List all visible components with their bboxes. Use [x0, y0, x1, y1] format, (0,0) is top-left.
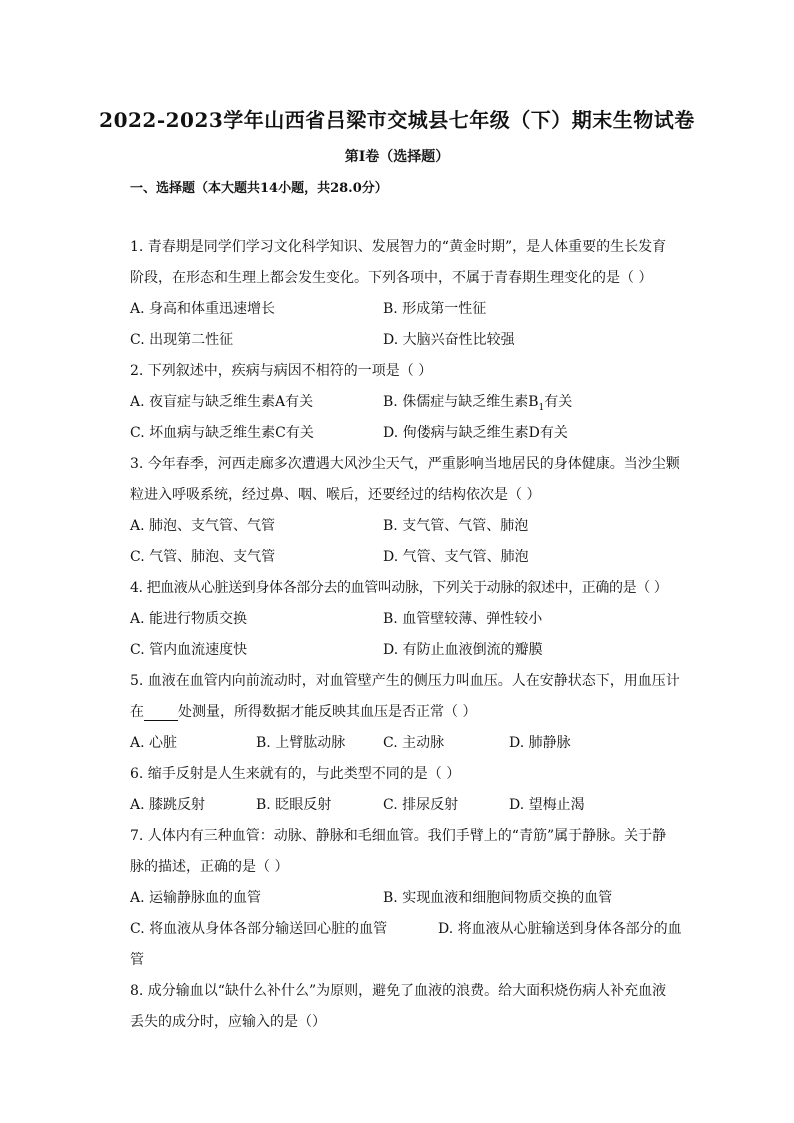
question-2-option-a: A. 夜盲症与缺乏维生素A有关 — [130, 394, 314, 410]
question-2-option-b — [383, 391, 572, 413]
question-3-option-a: A. 肺泡、支气管、气管 — [130, 518, 276, 534]
question-1-line-1: 1. 青春期是同学们学习文化科学知识、发展智力的“黄金时期”，是人体重要的生长发育 — [130, 239, 667, 255]
question-5-line-2-prefix: 在 — [130, 704, 144, 720]
question-6-option-d: D. 望梅止渴 — [509, 797, 585, 813]
question-5-option-a: A. 心脏 — [130, 735, 178, 751]
question-8-line-2: 丢失的成分时，应输入的是（） — [130, 1014, 326, 1030]
question-2-line-1: 2. 下列叙述中，疾病与病因不相符的一项是（ ） — [130, 363, 433, 379]
question-5-line-1: 5. 血液在血管内向前流动时，对血管壁产生的侧压力叫血压。人在安静状态下，用血压计 — [130, 673, 680, 689]
section-heading: 一、选择题（本大题共14小题，共28.0分） — [130, 181, 388, 196]
question-6-option-a: A. 膝跳反射 — [130, 797, 206, 813]
question-1-line-2: 阶段，在形态和生理上都会发生变化。下列各项中，不属于青春期生理变化的是（ ） — [130, 270, 653, 286]
question-7-option-b: B. 实现血液和细胞间物质交换的血管 — [383, 890, 613, 906]
question-4-option-a: A. 能进行物质交换 — [130, 611, 248, 627]
question-2-option-d: D. 佝偻病与缺乏维生素D有关 — [383, 425, 568, 441]
question-7-line-2: 脉的描述，正确的是（ ） — [130, 859, 289, 875]
question-4-line-1: 4. 把血液从心脏送到身体各部分去的血管叫动脉，下列关于动脉的叙述中，正确的是（ ） — [130, 580, 668, 596]
question-6-line-1: 6. 缩手反射是人生来就有的，与此类型不同的是（ ） — [130, 766, 461, 782]
question-1-option-c: C. 出现第二性征 — [130, 332, 234, 348]
part-heading: 第Ⅰ卷（选择题） — [344, 149, 450, 165]
question-3-line-2: 粒进入呼吸系统，经过鼻、咽、喉后，还要经过的结构依次是（ ） — [130, 487, 541, 503]
question-5-line-2-suffix: 处测量，所得数据才能反映其血压是否正常（ ） — [178, 704, 477, 720]
question-6-option-b: B. 眨眼反射 — [256, 797, 332, 813]
question-2-option-c: C. 坏血病与缺乏维生素C有关 — [130, 425, 314, 441]
question-3-line-1: 3. 今年春季，河西走廊多次遭遇大风沙尘天气，严重影响当地居民的身体健康。当沙尘颗 — [130, 456, 680, 472]
question-5-option-b: B. 上臂肱动脉 — [256, 735, 346, 751]
question-1-option-a: A. 身高和体重迅速增长 — [130, 301, 276, 317]
question-5-option-d: D. 肺静脉 — [509, 735, 571, 751]
question-7-option-c: C. 将血液从身体各部分输送回心脏的血管 — [130, 921, 388, 937]
question-7-option-d-continued: 管 — [130, 952, 144, 968]
question-5-option-c: C. 主动脉 — [383, 735, 445, 751]
exam-title: 2022-2023学年山西省吕梁市交城县七年级（下）期末生物试卷 — [99, 108, 695, 132]
question-3-option-d: D. 气管、支气管、肺泡 — [383, 549, 529, 565]
question-7-option-a: A. 运输静脉血的血管 — [130, 890, 262, 906]
question-1-option-d: D. 大脑兴奋性比较强 — [383, 332, 515, 348]
question-7-option-d: D. 将血液从心脏输送到身体各部分的血 — [438, 921, 682, 937]
question-8-line-1: 8. 成分输血以“缺什么补什么”为原则，避免了血液的浪费。给大面积烧伤病人补充血液 — [130, 983, 667, 999]
answer-blank — [144, 706, 178, 721]
question-5-line-2 — [130, 701, 476, 721]
question-6-option-c: C. 排尿反射 — [383, 797, 459, 813]
question-2-option-b-text: B. 侏儒症与缺乏维生素B — [383, 394, 539, 410]
question-4-option-d: D. 有防止血液倒流的瓣膜 — [383, 642, 543, 658]
question-7-line-1: 7. 人体内有三种血管：动脉、静脉和毛细血管。我们手臂上的“青筋”属于静脉。关于静 — [130, 828, 667, 844]
question-2-option-b-suffix: 有关 — [544, 394, 573, 410]
question-4-option-c: C. 管内血流速度快 — [130, 642, 248, 658]
question-3-option-b: B. 支气管、气管、肺泡 — [383, 518, 529, 534]
question-3-option-c: C. 气管、肺泡、支气管 — [130, 549, 276, 565]
question-1-option-b: B. 形成第一性征 — [383, 301, 487, 317]
question-4-option-b: B. 血管壁较薄、弹性较小 — [383, 611, 543, 627]
question-2-option-b-subscript: 1 — [538, 402, 545, 413]
